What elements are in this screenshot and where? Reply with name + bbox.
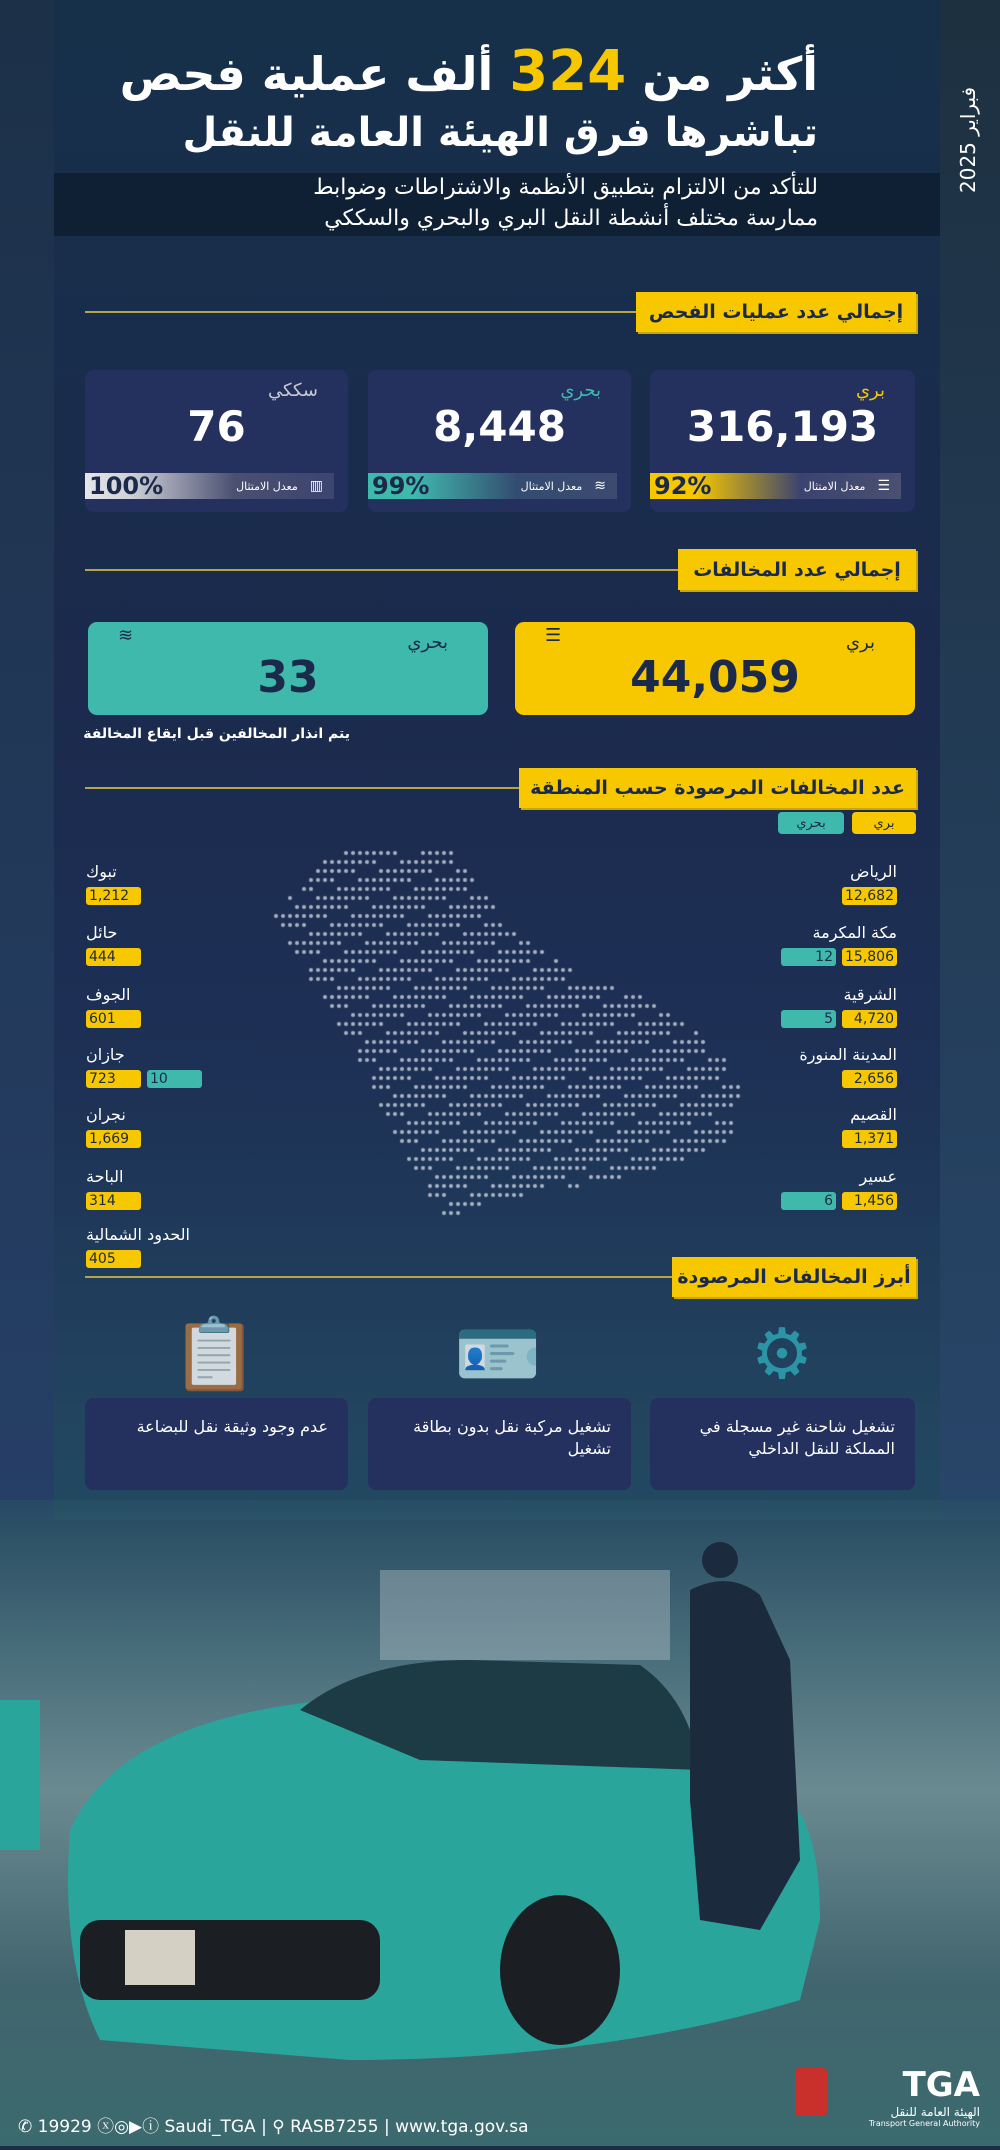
regions-header: عدد المخالفات المرصودة حسب المنطقة bbox=[519, 768, 916, 808]
region-land-value: 1,212 bbox=[86, 887, 141, 905]
contact-footer: ✆ 19929 ⓧ◎▶ⓘ Saudi_TGA | ⚲ RASB7255 | www.tga.gov.sa bbox=[18, 2117, 529, 2137]
headline-pre: أكثر من bbox=[642, 47, 818, 101]
region-item bbox=[86, 985, 306, 1028]
region-land-value: 4,720 bbox=[842, 1010, 897, 1028]
document-check-icon: 📋 bbox=[171, 1312, 259, 1395]
logo-english: Transport General Authority bbox=[868, 2119, 980, 2128]
region-name: الجوف bbox=[86, 985, 131, 1004]
waves-icon: ≋ bbox=[118, 625, 134, 646]
region-item bbox=[86, 1225, 306, 1268]
region-name: الرياض bbox=[850, 862, 897, 881]
region-item bbox=[86, 923, 306, 966]
subtitle-line1: للتأكد من الالتزام بتطبيق الأنظمة والاشتراطات وضوابط bbox=[313, 175, 818, 200]
headline-number: 324 bbox=[509, 39, 627, 104]
logo-abbr: TGA bbox=[902, 2065, 980, 2105]
website-link[interactable]: www.tga.gov.sa bbox=[395, 2117, 529, 2137]
region-name: نجران bbox=[86, 1105, 126, 1124]
region-item bbox=[86, 862, 306, 905]
top-violations-header: أبرز المخالفات المرصودة bbox=[672, 1257, 916, 1297]
region-item bbox=[677, 923, 897, 966]
card-value: 8,448 bbox=[433, 402, 566, 451]
compliance-value: 100% bbox=[89, 472, 164, 500]
region-name: تبوك bbox=[86, 862, 117, 881]
card-value: 76 bbox=[187, 402, 246, 451]
inspection-badge bbox=[795, 2068, 827, 2116]
subtitle bbox=[313, 172, 818, 234]
railway-icon: ▥ bbox=[309, 478, 322, 494]
region-item bbox=[86, 1167, 306, 1210]
card-value: 316,193 bbox=[686, 402, 879, 451]
date-label: فبراير 2025 bbox=[956, 86, 980, 194]
region-land-value: 444 bbox=[86, 948, 141, 966]
region-land-value: 1,456 bbox=[842, 1192, 897, 1210]
inspection-card-rail bbox=[85, 370, 348, 512]
inspection-card-land bbox=[650, 370, 915, 512]
compliance-bar bbox=[368, 473, 617, 499]
left-band bbox=[0, 0, 55, 1520]
region-item bbox=[677, 862, 897, 905]
taxi-car-illustration bbox=[0, 1500, 1000, 2146]
taxi-inspection-photo bbox=[0, 1500, 1000, 2146]
card-label: بحري bbox=[407, 632, 448, 653]
violations-card-sea bbox=[88, 622, 488, 715]
region-name: جازان bbox=[86, 1045, 125, 1064]
section-divider bbox=[85, 569, 678, 571]
location-icon: ⚲ bbox=[272, 2117, 285, 2137]
gear-document-icon: ⚙ bbox=[750, 1313, 814, 1395]
region-item bbox=[86, 1045, 306, 1088]
compliance-label: معدل الامتثال bbox=[520, 479, 583, 493]
subtitle-line2: ممارسة مختلف أنشطة النقل البري والبحري والسككي bbox=[324, 206, 818, 231]
card-value: 44,059 bbox=[630, 652, 800, 703]
card-label: بري bbox=[855, 380, 885, 401]
region-item bbox=[677, 1167, 897, 1210]
phone-number: 19929 bbox=[37, 2117, 92, 2137]
region-item bbox=[677, 1045, 897, 1088]
violation-item: تشغيل شاحنة غير مسجلة في المملكة للنقل الداخلي bbox=[650, 1398, 915, 1490]
compliance-bar bbox=[650, 473, 901, 499]
legend-sea: بحري bbox=[778, 812, 844, 834]
region-item bbox=[677, 1105, 897, 1148]
road-icon: ☰ bbox=[877, 478, 889, 494]
violation-item: تشغيل مركبة نقل بدون بطاقة تشغيل bbox=[368, 1398, 631, 1490]
card-label: سككي bbox=[268, 380, 318, 401]
region-name: الحدود الشمالية bbox=[86, 1225, 190, 1244]
section-divider bbox=[85, 1276, 672, 1278]
id-card-icon: 🪪 bbox=[454, 1312, 542, 1395]
violations-header: إجمالي عدد المخالفات bbox=[678, 549, 916, 590]
region-item bbox=[86, 1105, 306, 1148]
region-land-value: 723 bbox=[86, 1070, 141, 1088]
road-icon: ☰ bbox=[545, 625, 562, 646]
region-name: مكة المكرمة bbox=[812, 923, 897, 942]
region-name: الشرقية bbox=[843, 985, 897, 1004]
region-land-value: 314 bbox=[86, 1192, 141, 1210]
rasb-code: RASB7255 bbox=[290, 2117, 379, 2137]
region-land-value: 15,806 bbox=[842, 948, 897, 966]
region-name: الباحة bbox=[86, 1167, 124, 1186]
headline-line1 bbox=[119, 39, 818, 104]
inspection-card-sea bbox=[368, 370, 631, 512]
region-land-value: 1,371 bbox=[842, 1130, 897, 1148]
warning-note: يتم انذار المخالفين قبل ايقاع المخالفة bbox=[83, 726, 350, 742]
region-land-value: 601 bbox=[86, 1010, 141, 1028]
region-land-value: 405 bbox=[86, 1250, 141, 1268]
violation-item: عدم وجود وثيقة نقل للبضاعة bbox=[85, 1398, 348, 1490]
region-sea-value: 6 bbox=[781, 1192, 836, 1210]
section-divider bbox=[85, 787, 520, 789]
compliance-label: معدل الامتثال bbox=[803, 479, 866, 493]
region-item bbox=[677, 985, 897, 1028]
headline-line2: تباشرها فرق الهيئة العامة للنقل bbox=[182, 110, 818, 156]
region-sea-value: 5 bbox=[781, 1010, 836, 1028]
phone-icon: ✆ bbox=[18, 2117, 33, 2137]
card-label: بري bbox=[845, 632, 875, 653]
region-name: عسير bbox=[859, 1167, 897, 1186]
tga-logo bbox=[860, 2065, 980, 2130]
region-name: المدينة المنورة bbox=[799, 1045, 897, 1064]
region-name: حائل bbox=[86, 923, 118, 942]
section-divider bbox=[85, 311, 640, 313]
social-icons: ⓧ◎▶ⓘ bbox=[97, 2117, 160, 2137]
region-land-value: 12,682 bbox=[842, 887, 897, 905]
compliance-label: معدل الامتثال bbox=[236, 479, 298, 493]
region-land-value: 1,669 bbox=[86, 1130, 141, 1148]
social-handle[interactable]: Saudi_TGA bbox=[164, 2117, 256, 2137]
region-sea-value: 10 bbox=[147, 1070, 202, 1088]
card-value: 33 bbox=[257, 652, 319, 703]
compliance-value: 99% bbox=[372, 472, 430, 500]
region-name: القصيم bbox=[850, 1105, 897, 1124]
card-label: بحري bbox=[560, 380, 601, 401]
region-land-value: 2,656 bbox=[842, 1070, 897, 1088]
violations-card-land bbox=[515, 622, 915, 715]
logo-arabic: الهيئة العامة للنقل bbox=[890, 2105, 980, 2119]
waves-icon: ≋ bbox=[594, 478, 605, 494]
inspections-header: إجمالي عدد عمليات الفحص bbox=[636, 292, 916, 332]
headline-post: ألف عملية فحص bbox=[119, 47, 494, 101]
compliance-value: 92% bbox=[654, 472, 712, 500]
saudi-map-dots bbox=[250, 830, 750, 1230]
legend-land: بري bbox=[852, 812, 916, 834]
region-sea-value: 12 bbox=[781, 948, 836, 966]
compliance-bar bbox=[85, 473, 334, 499]
